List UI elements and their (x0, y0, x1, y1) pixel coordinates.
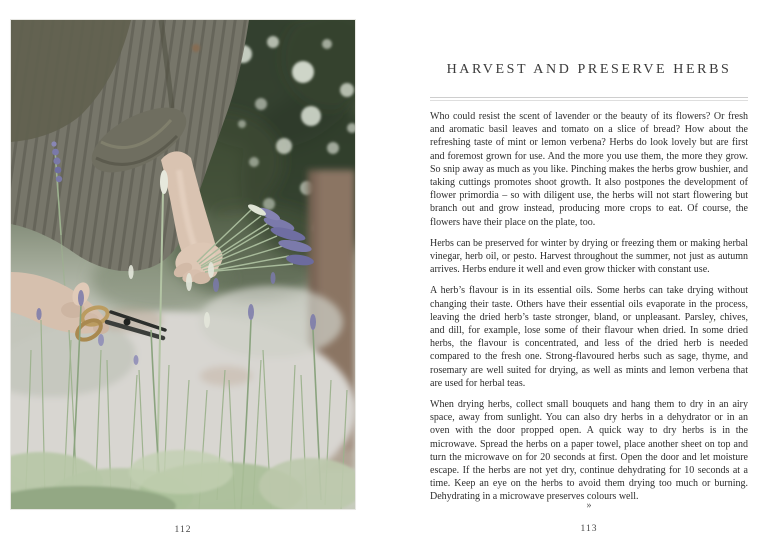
paragraph-3: A herb’s flavour is in its essential oils. Some herbs can take drying without changing their taste. Others have their essential oils evaporate in the process, leaving the dried herb’s taste stronger, bland, or unpleasant. Parsley, chives, and dill, for example, lose some of their flavour when dried. In some dried herbs, the flavour is concentrated, and less of the dried herb is needed compared to the fresh one. Strong-flavoured herbs such as sage, thyme, and rosemary are well suited for drying, as well as mints and lemon verbena that are used for herbal teas. (430, 285, 748, 389)
paragraph-2: Herbs can be preserved for winter by drying or freezing them or making herbal vinegar, herb oil, or pesto. Harvest throughout the summer, not just as autumn arrives. Herbs endure it well and even grow thicker with constant use. (430, 237, 748, 276)
chapter-body-text (430, 110, 748, 512)
paragraph-4: When drying herbs, collect small bouquets and hang them to dry in an airy space, away from sunlight. You can also dry herbs in a dehydrator or in an oven with the door propped open. A quick way to dry herbs is in the microwave. Spread the herbs on a paper towel, place another sheet on top and turn the microwave on for 20 seconds at first. Open the door and let moisture escape. If the herbs are not yet dry, continue dehydrating for 10 seconds at a time. Keep an eye on the herbs to avoid them drying too much or burning. Dehydrating in a microwave preserves colours well. (430, 399, 748, 503)
paragraph-1: Who could resist the scent of lavender or the beauty of its flowers? Or fresh and aromatic basil leaves and tomato on a slice of bread? How about the refreshing taste of mint or lemon verbena? Herbs do look lovely but are first and foremost grown for use. And the more you use them, the more they grow. So snip away as much as you like. Pinching makes the herbs grow bushier, and taking cuttings promotes shoot growth. It also postpones the development of flower primordia – so with diligent use, the herbs will not start flowering but branch out and grow instead, producing more crops to eat. Of course, the flowers have their place on the plate, too. (430, 111, 748, 228)
photo-illustration (11, 20, 355, 509)
continuation-mark: » (586, 500, 592, 511)
photo-leaf-clusters (11, 450, 355, 509)
page-number-left: 112 (174, 525, 192, 535)
lavender-harvest-photo (11, 20, 355, 509)
chapter-title: HARVEST AND PRESERVE HERBS (446, 62, 732, 77)
title-divider-rule (430, 97, 748, 101)
page-number-right: 113 (580, 524, 598, 534)
